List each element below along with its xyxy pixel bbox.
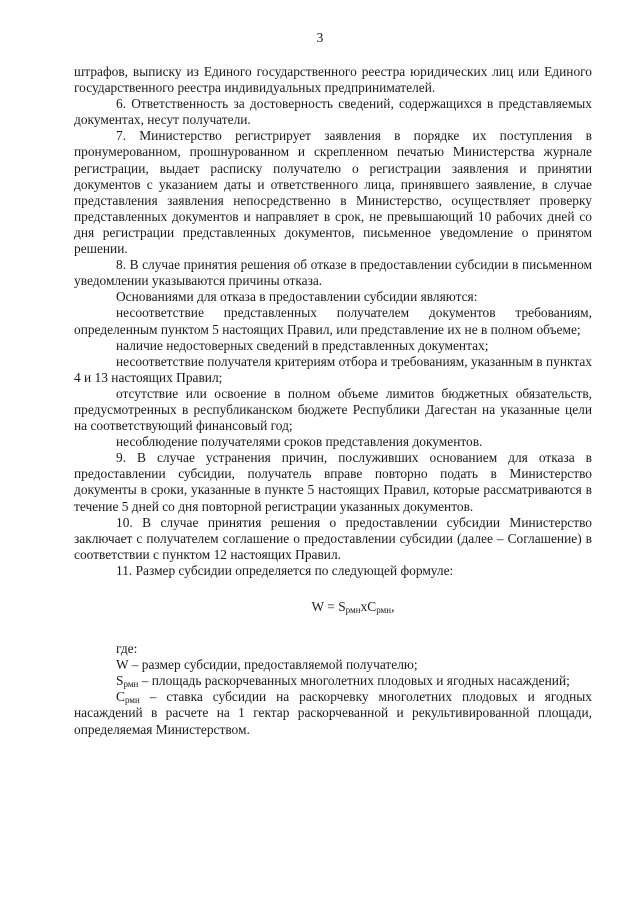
formula-tail: , [391, 599, 395, 614]
definition-s-subscript: рмн [123, 679, 139, 690]
paragraph-8-item-3: несоответствие получателя критериям отбора и требованиям, указанным в пунктах 4 и 13 настоящих Правил; [74, 353, 592, 385]
definition-c-text: – ставка субсидии на раскорчевку многолетних плодовых и ягодных насаждений в расчете на 1 гектар раскорчеванной и рекультивированной площади, определяемая Министерством. [74, 689, 592, 737]
definition-c [74, 689, 592, 737]
paragraph-7: 7. Министерство регистрирует заявления в порядке их поступления в пронумерованном, прошнурованном и скрепленном печатью Министерства журнале регистрации, выдает расписку получателю о регистрации заявления и принятии документов с указанием даты и ответственного лица, принявшего заявление, в случае представления заявления непосредственно в Министерство, осуществляет проверку представленных документов и направляет в срок, не превышающий 10 рабочих дней со дня регистрации представленных документов, письменное уведомление о принятом решении. [74, 128, 592, 257]
definition-s [74, 673, 592, 689]
formula-lhs: W = [311, 599, 339, 614]
definition-c-symbol: С [116, 689, 125, 705]
formula-times: x [360, 599, 368, 614]
formula-c-symbol: C [367, 599, 377, 614]
paragraph-8: 8. В случае принятия решения об отказе в предоставлении субсидии в письменном уведомлении указываются причины отказа. [74, 257, 592, 289]
paragraph-8-item-5: несоблюдение получателями сроков представления документов. [116, 434, 483, 450]
paragraph-10: 10. В случае принятия решения о предоставлении субсидии Министерство заключает с получателем соглашение о предоставлении субсидии (далее – Соглашение) в соответствии с пунктом 12 настоящих Правил. [74, 514, 592, 562]
formula-c-subscript: рмн [376, 605, 392, 615]
paragraph-9: 9. В случае устранения причин, послуживших основанием для отказа в предоставлении субсидии, получатель вправе повторно подать в Министерство документы в сроки, указанные в пункте 5 настоящих Правил, которые рассматриваются в течение 5 дней со дня повторной регистрации указанных документов. [74, 450, 592, 514]
page-number: 3 [316, 30, 324, 45]
definitions-where: где: [116, 641, 138, 657]
paragraph-8-item-2: наличие недостоверных сведений в представленных документах; [116, 337, 489, 353]
definition-c-subscript: рмн [124, 695, 140, 706]
paragraph-8-item-1: несоответствие представленных получателем документов требованиям, определенным пунктом 5 настоящих Правил, или представление их не в полном объеме; [74, 305, 592, 337]
subsidy-formula [74, 599, 592, 615]
definition-w: W – размер субсидии, предоставляемой получателю; [116, 657, 418, 673]
definition-s-symbol: S [116, 673, 124, 689]
definition-s-text: – площадь раскорчеванных многолетних плодовых и ягодных насаждений; [138, 673, 570, 689]
paragraph-11: 11. Размер субсидии определяется по следующей формуле: [116, 562, 454, 578]
formula-s-symbol: S [338, 599, 346, 614]
formula-s-subscript: рмн [345, 605, 361, 615]
paragraph-8-item-4: отсутствие или освоение в полном объеме лимитов бюджетных обязательств, предусмотренных в республиканском бюджете Республики Дагестан на указанные цели на соответствующий финансовый год; [74, 385, 592, 434]
paragraph-intro: штрафов, выписку из Единого государственного реестра юридических лиц или Единого государственного реестра индивидуальных предпринимателей. [74, 64, 592, 96]
document-body [74, 64, 592, 738]
paragraph-8-grounds: Основаниями для отказа в предоставлении субсидии являются: [116, 289, 478, 305]
paragraph-6: 6. Ответственность за достоверность сведений, содержащихся в представляемых документах, несут получатели. [74, 96, 592, 128]
